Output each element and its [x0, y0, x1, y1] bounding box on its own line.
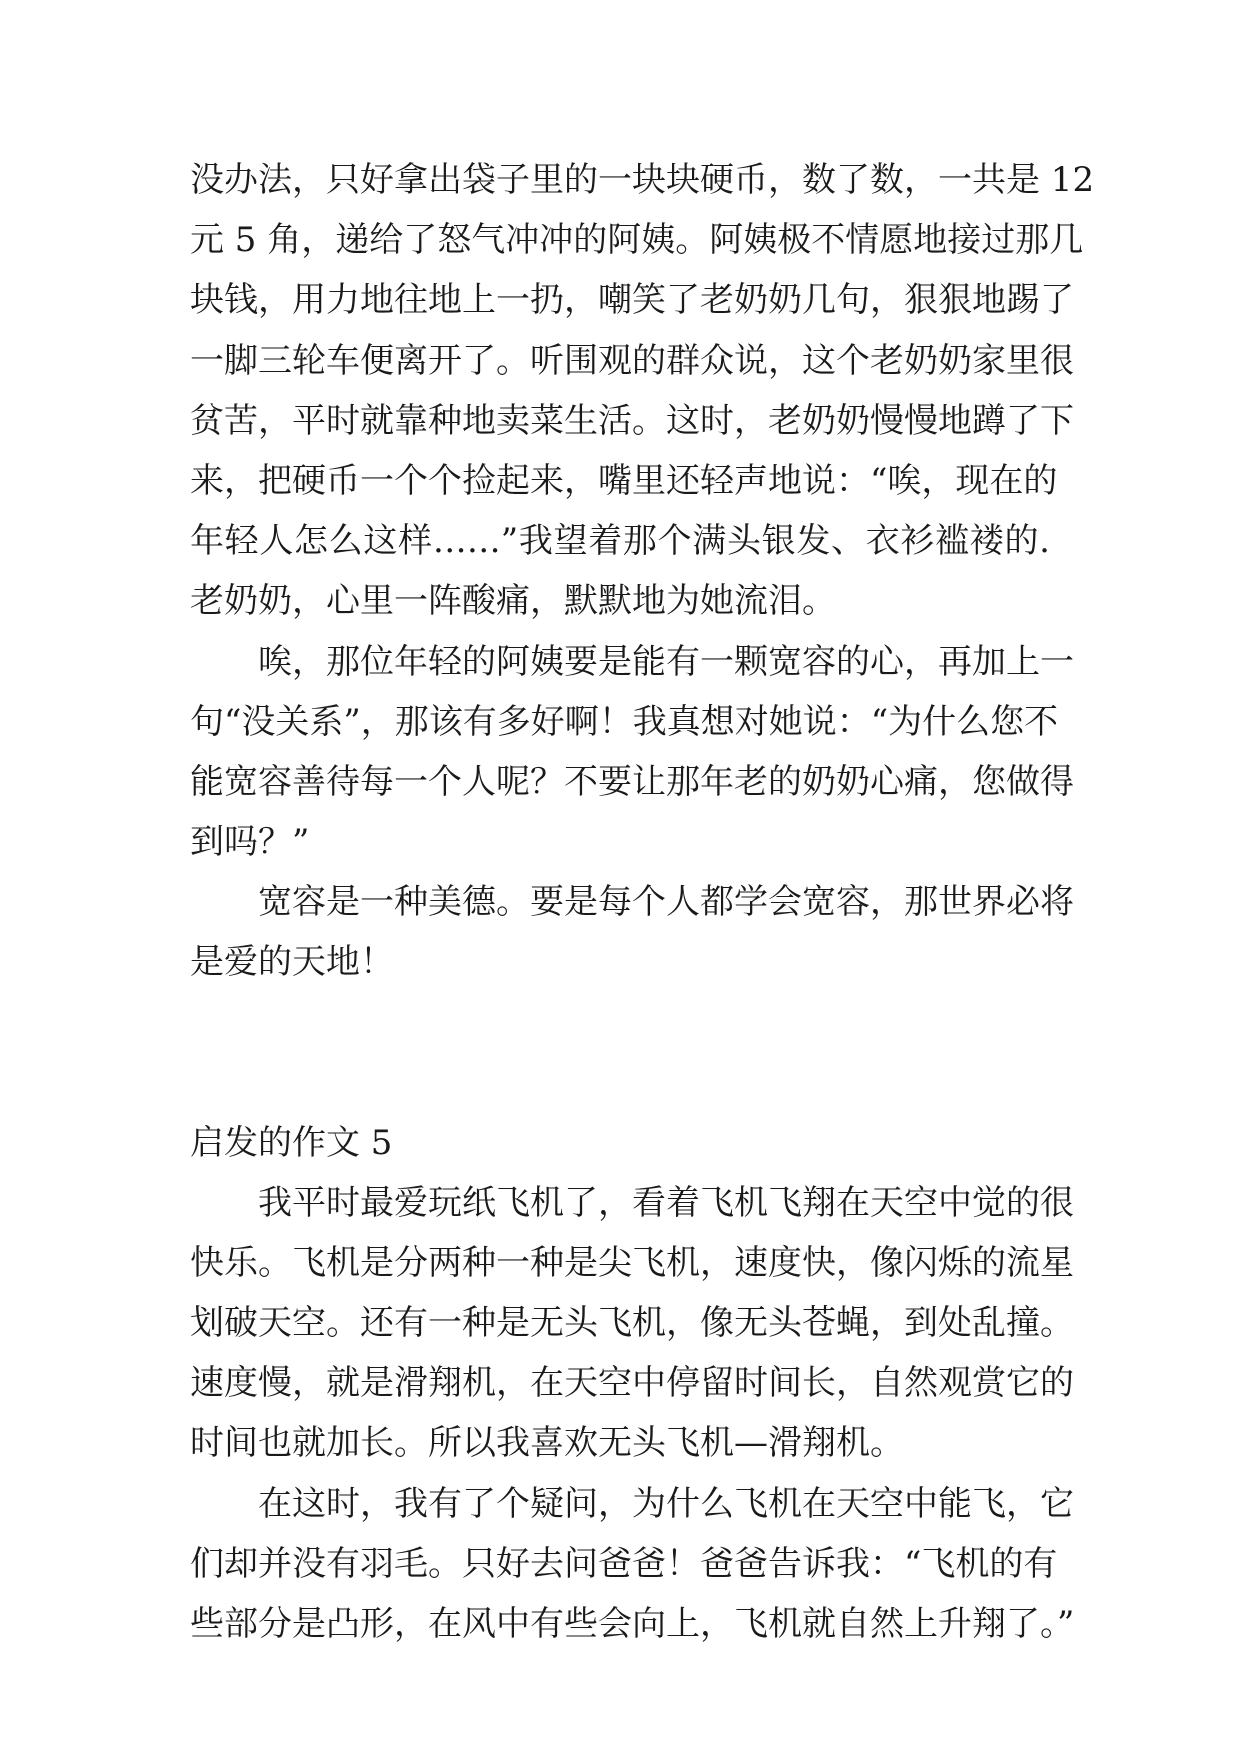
- text-line: [190, 571, 1050, 631]
- text-line: [190, 511, 1050, 571]
- text-line-content: 元 5 角，递给了怒气冲冲的阿姨。阿姨极不情愿地接过那几: [190, 220, 1084, 261]
- text-line: [190, 1233, 1074, 1293]
- text-line: [190, 752, 1074, 812]
- text-line: [190, 932, 1050, 992]
- text-line: [190, 150, 1095, 210]
- text-line-content: 块钱，用力地往地上一扔，嘲笑了老奶奶几句，狠狠地踢了: [190, 280, 1074, 321]
- text-line: [190, 331, 1074, 391]
- essay-5-body: [190, 1173, 1075, 1655]
- text-line: [190, 1293, 1074, 1353]
- text-line: [190, 1413, 1050, 1473]
- text-line-content: 划破天空。还有一种是无头飞机，像无头苍蝇，到处乱撞。: [190, 1303, 1074, 1343]
- text-line: [190, 1594, 1075, 1654]
- text-line: [190, 270, 1074, 330]
- text-line-content: 是爱的天地！: [190, 942, 394, 983]
- text-line-content: 速度慢，就是滑翔机，在天空中停留时间长，自然观赏它的: [190, 1363, 1074, 1404]
- document-page: [190, 150, 1095, 1654]
- text-line-content: 快乐。飞机是分两种一种是尖飞机，速度快，像闪烁的流星: [190, 1242, 1074, 1283]
- text-line-content: 我平时最爱玩纸飞机了，看着飞机飞翔在天空中觉的很: [258, 1182, 1074, 1223]
- section-gap: [190, 993, 1050, 1113]
- text-line: [190, 1173, 1074, 1233]
- text-line-content: 没办法，只好拿出袋子里的一块块硬币，数了数，一共是 12: [190, 160, 1095, 200]
- text-line-content: 能宽容善待每一个人呢？不要让那年老的奶奶心痛，您做得: [190, 761, 1074, 802]
- text-line-content: 年轻人怎么这样……”我望着那个满头银发、衣衫褴褛的.: [190, 521, 1050, 562]
- essay-4-ending: [190, 150, 1095, 993]
- text-line: [190, 210, 1084, 270]
- text-line-content: 些部分是凸形，在风中有些会向上，飞机就自然上升翔了。”: [190, 1603, 1075, 1644]
- text-line-content: 贫苦，平时就靠种地卖菜生活。这时，老奶奶慢慢地蹲了下: [190, 400, 1074, 441]
- text-line: [190, 812, 1050, 872]
- text-line-content: 到吗？”: [190, 822, 310, 863]
- text-line: [190, 1534, 1058, 1594]
- text-line-content: 老奶奶，心里一阵酸痛，默默地为她流泪。: [190, 581, 836, 622]
- text-line: [190, 632, 1074, 692]
- essay-5-title: 启发的作文 5: [190, 1122, 393, 1163]
- text-line-content: 们却并没有羽毛。只好去问爸爸！爸爸告诉我：“飞机的有: [190, 1543, 1058, 1584]
- text-line-content: 句“没关系”，那该有多好啊！我真想对她说：“为什么您不: [190, 701, 1059, 742]
- text-line: [190, 692, 1059, 752]
- text-line-content: 在这时，我有了个疑问，为什么飞机在天空中能飞，它: [258, 1483, 1074, 1524]
- text-line: [190, 1353, 1074, 1413]
- text-line: [190, 451, 1058, 511]
- text-line: [190, 1474, 1074, 1534]
- text-line-content: 一脚三轮车便离开了。听围观的群众说，这个老奶奶家里很: [190, 340, 1074, 381]
- text-line-content: 来，把硬币一个个捡起来，嘴里还轻声地说：“唉，现在的: [190, 460, 1058, 501]
- text-line-content: 唉，那位年轻的阿姨要是能有一颗宽容的心，再加上一: [258, 641, 1074, 682]
- text-line: [190, 391, 1074, 451]
- text-line-content: 时间也就加长。所以我喜欢无头飞机—滑翔机。: [190, 1423, 904, 1464]
- text-line: [190, 872, 1074, 932]
- text-line-content: 宽容是一种美德。要是每个人都学会宽容，那世界必将: [258, 882, 1074, 923]
